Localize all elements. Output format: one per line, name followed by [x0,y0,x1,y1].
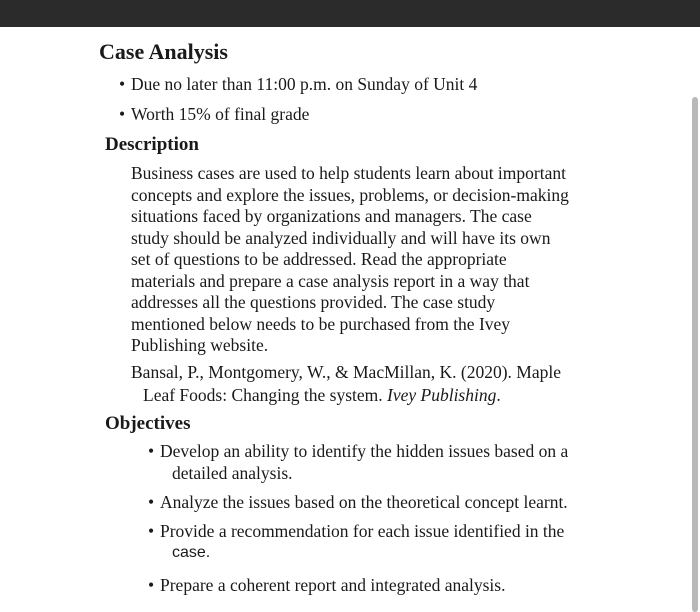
text-line: addresses all the questions provided. The case study [131,292,496,312]
case-reference [131,361,651,407]
text-line: Business cases are used to help students learn about important [131,163,566,183]
text-line: mentioned below needs to be purchased from the Ivey [131,313,511,334]
list-item: • Provide a recommendation for each issue identified in the case. [148,521,565,561]
text-line: situations faced by organizations and managers. The case [131,206,532,226]
text-line: study should be analyzed individually and will have its own [131,227,551,248]
bullet-icon: • [148,492,155,512]
bullet-icon: • [148,441,155,461]
text-line: concepts and explore the issues, problems, or decision-making [131,184,569,205]
top-bar [0,0,700,27]
text-line: materials and prepare a case analysis report in a way that [131,270,530,291]
publisher-name: Ivey Publishing [387,385,497,405]
objectives-list [148,440,628,596]
text-line: set of questions to be addressed. Read the appropriate [131,249,507,269]
bullet-icon: • [148,575,155,595]
list-item: • Worth 15% of final grade [119,104,310,124]
assignment-info-list [119,73,659,133]
description-paragraph [131,163,631,357]
description-heading: Description [105,134,199,155]
list-item: • Analyze the issues based on the theoretical concept learnt. [148,492,568,512]
list-item: • Develop an ability to identify the hidden issues based on a detailed analysis. [148,441,569,483]
page-title: Case Analysis [99,39,228,64]
list-item: • Prepare a coherent report and integrated analysis. [148,575,506,595]
scrollbar[interactable] [692,97,698,612]
objectives-heading: Objectives [105,413,191,434]
reference-line-1: Bansal, P., Montgomery, W., & MacMillan, K. (2020). Maple [131,362,562,382]
list-item: • Due no later than 11:00 p.m. on Sunday of Unit 4 [119,74,478,94]
bullet-icon: • [148,521,155,541]
document-page [0,27,690,612]
reference-line-2: Leaf Foods: Changing the system. Ivey Publishing. [143,385,501,405]
text-line: Publishing website. [131,335,269,355]
bullet-icon: • [119,104,126,124]
bullet-icon: • [119,74,126,94]
